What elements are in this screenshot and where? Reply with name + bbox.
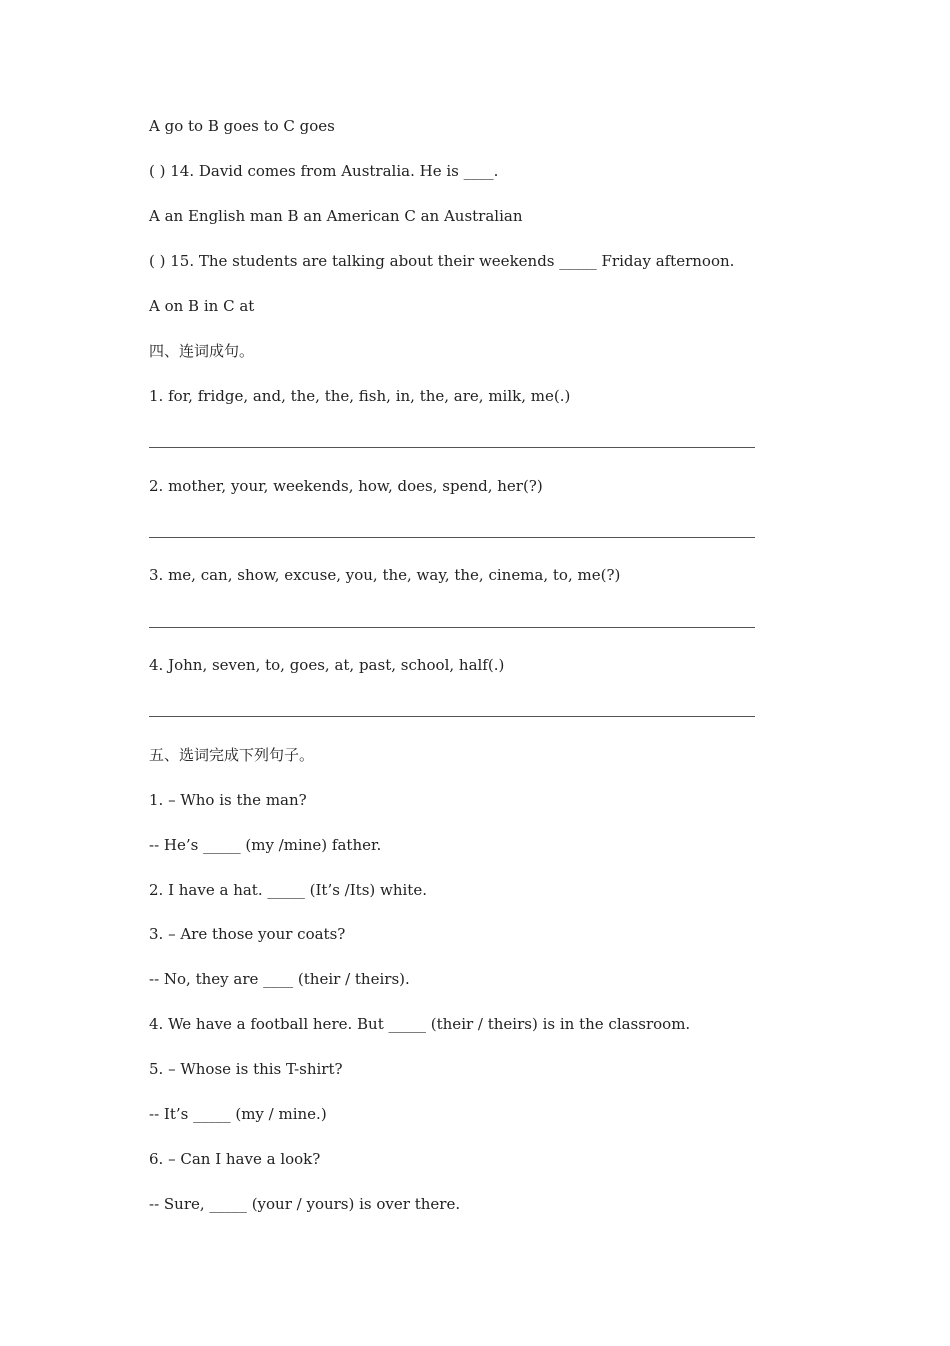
s5-item-6-answer: -- Sure, _____ (your / yours) is over there. — [149, 1195, 461, 1213]
s4-item-3: 3. me, can, show, excuse, you, the, way, the, cinema, to, me(?) — [149, 566, 621, 584]
s4-item-2: 2. mother, your, weekends, how, does, spend, her(?) — [149, 477, 543, 495]
s5-item-5-question: 5. – Whose is this T-shirt? — [149, 1060, 343, 1078]
s5-item-1-question: 1. – Who is the man? — [149, 791, 307, 809]
answer-line-3 — [149, 627, 755, 628]
s5-item-6-question: 6. – Can I have a look? — [149, 1150, 321, 1168]
q13-options: A go to B goes to C goes — [149, 117, 335, 135]
answer-line-4 — [149, 716, 755, 717]
q15-question: ( ) 15. The students are talking about their weekends _____ Friday afternoon. — [149, 252, 735, 270]
q14-question: ( ) 14. David comes from Australia. He is ____. — [149, 162, 499, 180]
s5-item-1-answer: -- He’s _____ (my /mine) father. — [149, 836, 382, 854]
s5-item-3-answer: -- No, they are ____ (their / theirs). — [149, 970, 410, 988]
s5-item-5-answer: -- It’s _____ (my / mine.) — [149, 1105, 327, 1123]
q14-options: A an English man B an American C an Australian — [149, 207, 523, 225]
answer-line-1 — [149, 447, 755, 448]
q15-options: A on B in C at — [149, 297, 255, 315]
s4-item-1: 1. for, fridge, and, the, the, fish, in, the, are, milk, me(.) — [149, 387, 571, 405]
answer-line-2 — [149, 537, 755, 538]
s5-item-4: 4. We have a football here. But _____ (their / theirs) is in the classroom. — [149, 1015, 691, 1033]
s5-item-3-question: 3. – Are those your coats? — [149, 925, 346, 943]
section5-title: 五、选词完成下列句子。 — [149, 746, 315, 764]
s4-item-4: 4. John, seven, to, goes, at, past, school, half(.) — [149, 656, 505, 674]
s5-item-2: 2. I have a hat. _____ (It’s /Its) white. — [149, 881, 427, 899]
section4-title: 四、连词成句。 — [149, 342, 255, 360]
